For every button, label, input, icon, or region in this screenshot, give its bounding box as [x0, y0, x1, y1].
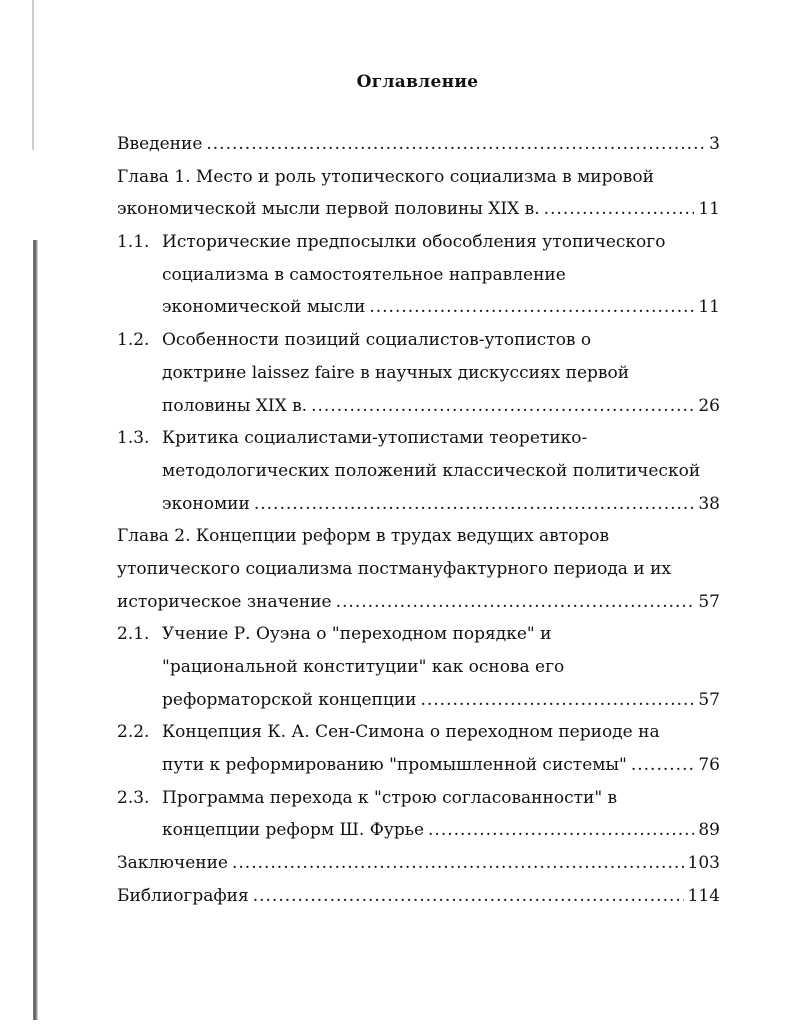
table-of-contents — [117, 128, 720, 913]
toc-page-number: 11 — [698, 199, 720, 220]
dot-leader — [631, 749, 695, 782]
toc-entry-section-1-1[interactable] — [117, 226, 720, 259]
toc-entry-section-1-1-cont[interactable] — [117, 259, 720, 292]
toc-entry-text: пути к реформированию "промышленной системы" — [162, 755, 627, 776]
toc-entry-section-1-3-cont[interactable] — [117, 488, 720, 521]
toc-entry-section-2-3-cont[interactable] — [117, 814, 720, 847]
dot-leader — [311, 390, 694, 423]
toc-page-number: 38 — [698, 493, 720, 514]
toc-page-number: 26 — [698, 395, 720, 416]
toc-page-number: 103 — [687, 853, 720, 874]
toc-entry-text: Учение Р. Оуэна о "переходном порядке" и — [162, 624, 552, 645]
toc-entry-text: Глава 1. Место и роль утопического социализма в мировой — [117, 166, 654, 187]
dot-leader — [253, 880, 684, 913]
toc-entry-chapter-2[interactable] — [117, 520, 720, 553]
section-number: 2.3. — [117, 787, 150, 808]
toc-page-number: 3 — [709, 134, 720, 154]
toc-entry-label: Библиография — [117, 885, 249, 906]
toc-entry-text: реформаторской концепции — [162, 689, 417, 710]
toc-entry-text: экономической мысли первой половины XIX в. — [117, 199, 540, 220]
toc-entry-conclusion[interactable] — [117, 847, 720, 880]
dot-leader — [420, 684, 694, 717]
toc-entry-bibliography[interactable] — [117, 880, 720, 913]
page-title: Оглавление — [356, 72, 479, 92]
toc-entry-section-2-2[interactable] — [117, 716, 720, 749]
toc-page-number: 57 — [698, 591, 720, 612]
dot-leader — [206, 128, 705, 161]
toc-entry-text: доктрине laissez faire в научных дискуссиях первой — [162, 362, 630, 383]
toc-entry-label: Заключение — [117, 853, 228, 874]
toc-entry-text: Исторические предпосылки обособления утопического — [162, 232, 666, 253]
section-number: 1.3. — [117, 428, 150, 449]
toc-entry-section-1-3-cont[interactable] — [117, 455, 720, 488]
toc-entry-text: Концепция К. А. Сен-Симона о переходном периоде на — [162, 722, 660, 743]
toc-page-number: 57 — [698, 689, 720, 710]
toc-page-number: 89 — [698, 820, 720, 841]
dot-leader — [336, 586, 695, 619]
dot-leader — [232, 847, 684, 880]
toc-page-number: 76 — [698, 755, 720, 776]
toc-entry-section-1-2[interactable] — [117, 324, 720, 357]
toc-page-number: 114 — [687, 885, 720, 906]
dot-leader — [428, 814, 694, 847]
toc-page-number: 11 — [698, 297, 720, 318]
toc-entry-chapter-1[interactable] — [117, 161, 720, 194]
toc-entry-text: половины XIX в. — [162, 395, 308, 416]
toc-entry-section-1-2-cont[interactable] — [117, 390, 720, 423]
section-number: 2.1. — [117, 624, 150, 645]
section-number: 1.1. — [117, 232, 150, 253]
toc-entry-section-2-1-cont[interactable] — [117, 651, 720, 684]
toc-entry-text: социализма в самостоятельное направление — [162, 264, 566, 285]
dot-leader — [369, 291, 694, 324]
toc-entry-text: экономии — [162, 493, 250, 514]
toc-entry-text: экономической мысли — [162, 297, 366, 318]
toc-entry-chapter-2-cont[interactable] — [117, 553, 720, 586]
toc-entry-text: утопического социализма постмануфактурного периода и их — [117, 558, 671, 579]
toc-entry-section-2-1-cont[interactable] — [117, 684, 720, 717]
toc-entry-section-2-1[interactable] — [117, 618, 720, 651]
scan-edge-shadow — [33, 240, 38, 1020]
toc-entry-text: методологических положений классической политической — [162, 460, 701, 481]
toc-entry-label: Введение — [117, 134, 203, 154]
section-number: 2.2. — [117, 722, 150, 743]
toc-entry-section-1-3[interactable] — [117, 422, 720, 455]
toc-entry-section-2-2-cont[interactable] — [117, 749, 720, 782]
toc-entry-text: Программа перехода к "строю согласованности" в — [162, 787, 618, 808]
toc-entry-text: Особенности позиций социалистов-утопистов о — [162, 330, 592, 351]
toc-entry-text: "рациональной конституции" как основа его — [162, 657, 565, 677]
toc-entry-chapter-2-cont[interactable] — [117, 586, 720, 619]
toc-entry-text: историческое значение — [117, 591, 332, 612]
toc-entry-section-1-2-cont[interactable] — [117, 357, 720, 390]
toc-entry-text: Критика социалистами-утопистами теоретико- — [162, 428, 588, 449]
toc-entry-chapter-1-cont[interactable] — [117, 193, 720, 226]
dot-leader — [544, 193, 695, 226]
toc-entry-section-1-1-cont[interactable] — [117, 291, 720, 324]
toc-entry-section-2-3[interactable] — [117, 782, 720, 815]
section-number: 1.2. — [117, 330, 150, 351]
dot-leader — [254, 488, 695, 521]
toc-entry-text: концепции реформ Ш. Фурье — [162, 820, 425, 841]
toc-entry-intro[interactable] — [117, 128, 720, 161]
toc-entry-text: Глава 2. Концепции реформ в трудах ведущих авторов — [117, 526, 610, 547]
